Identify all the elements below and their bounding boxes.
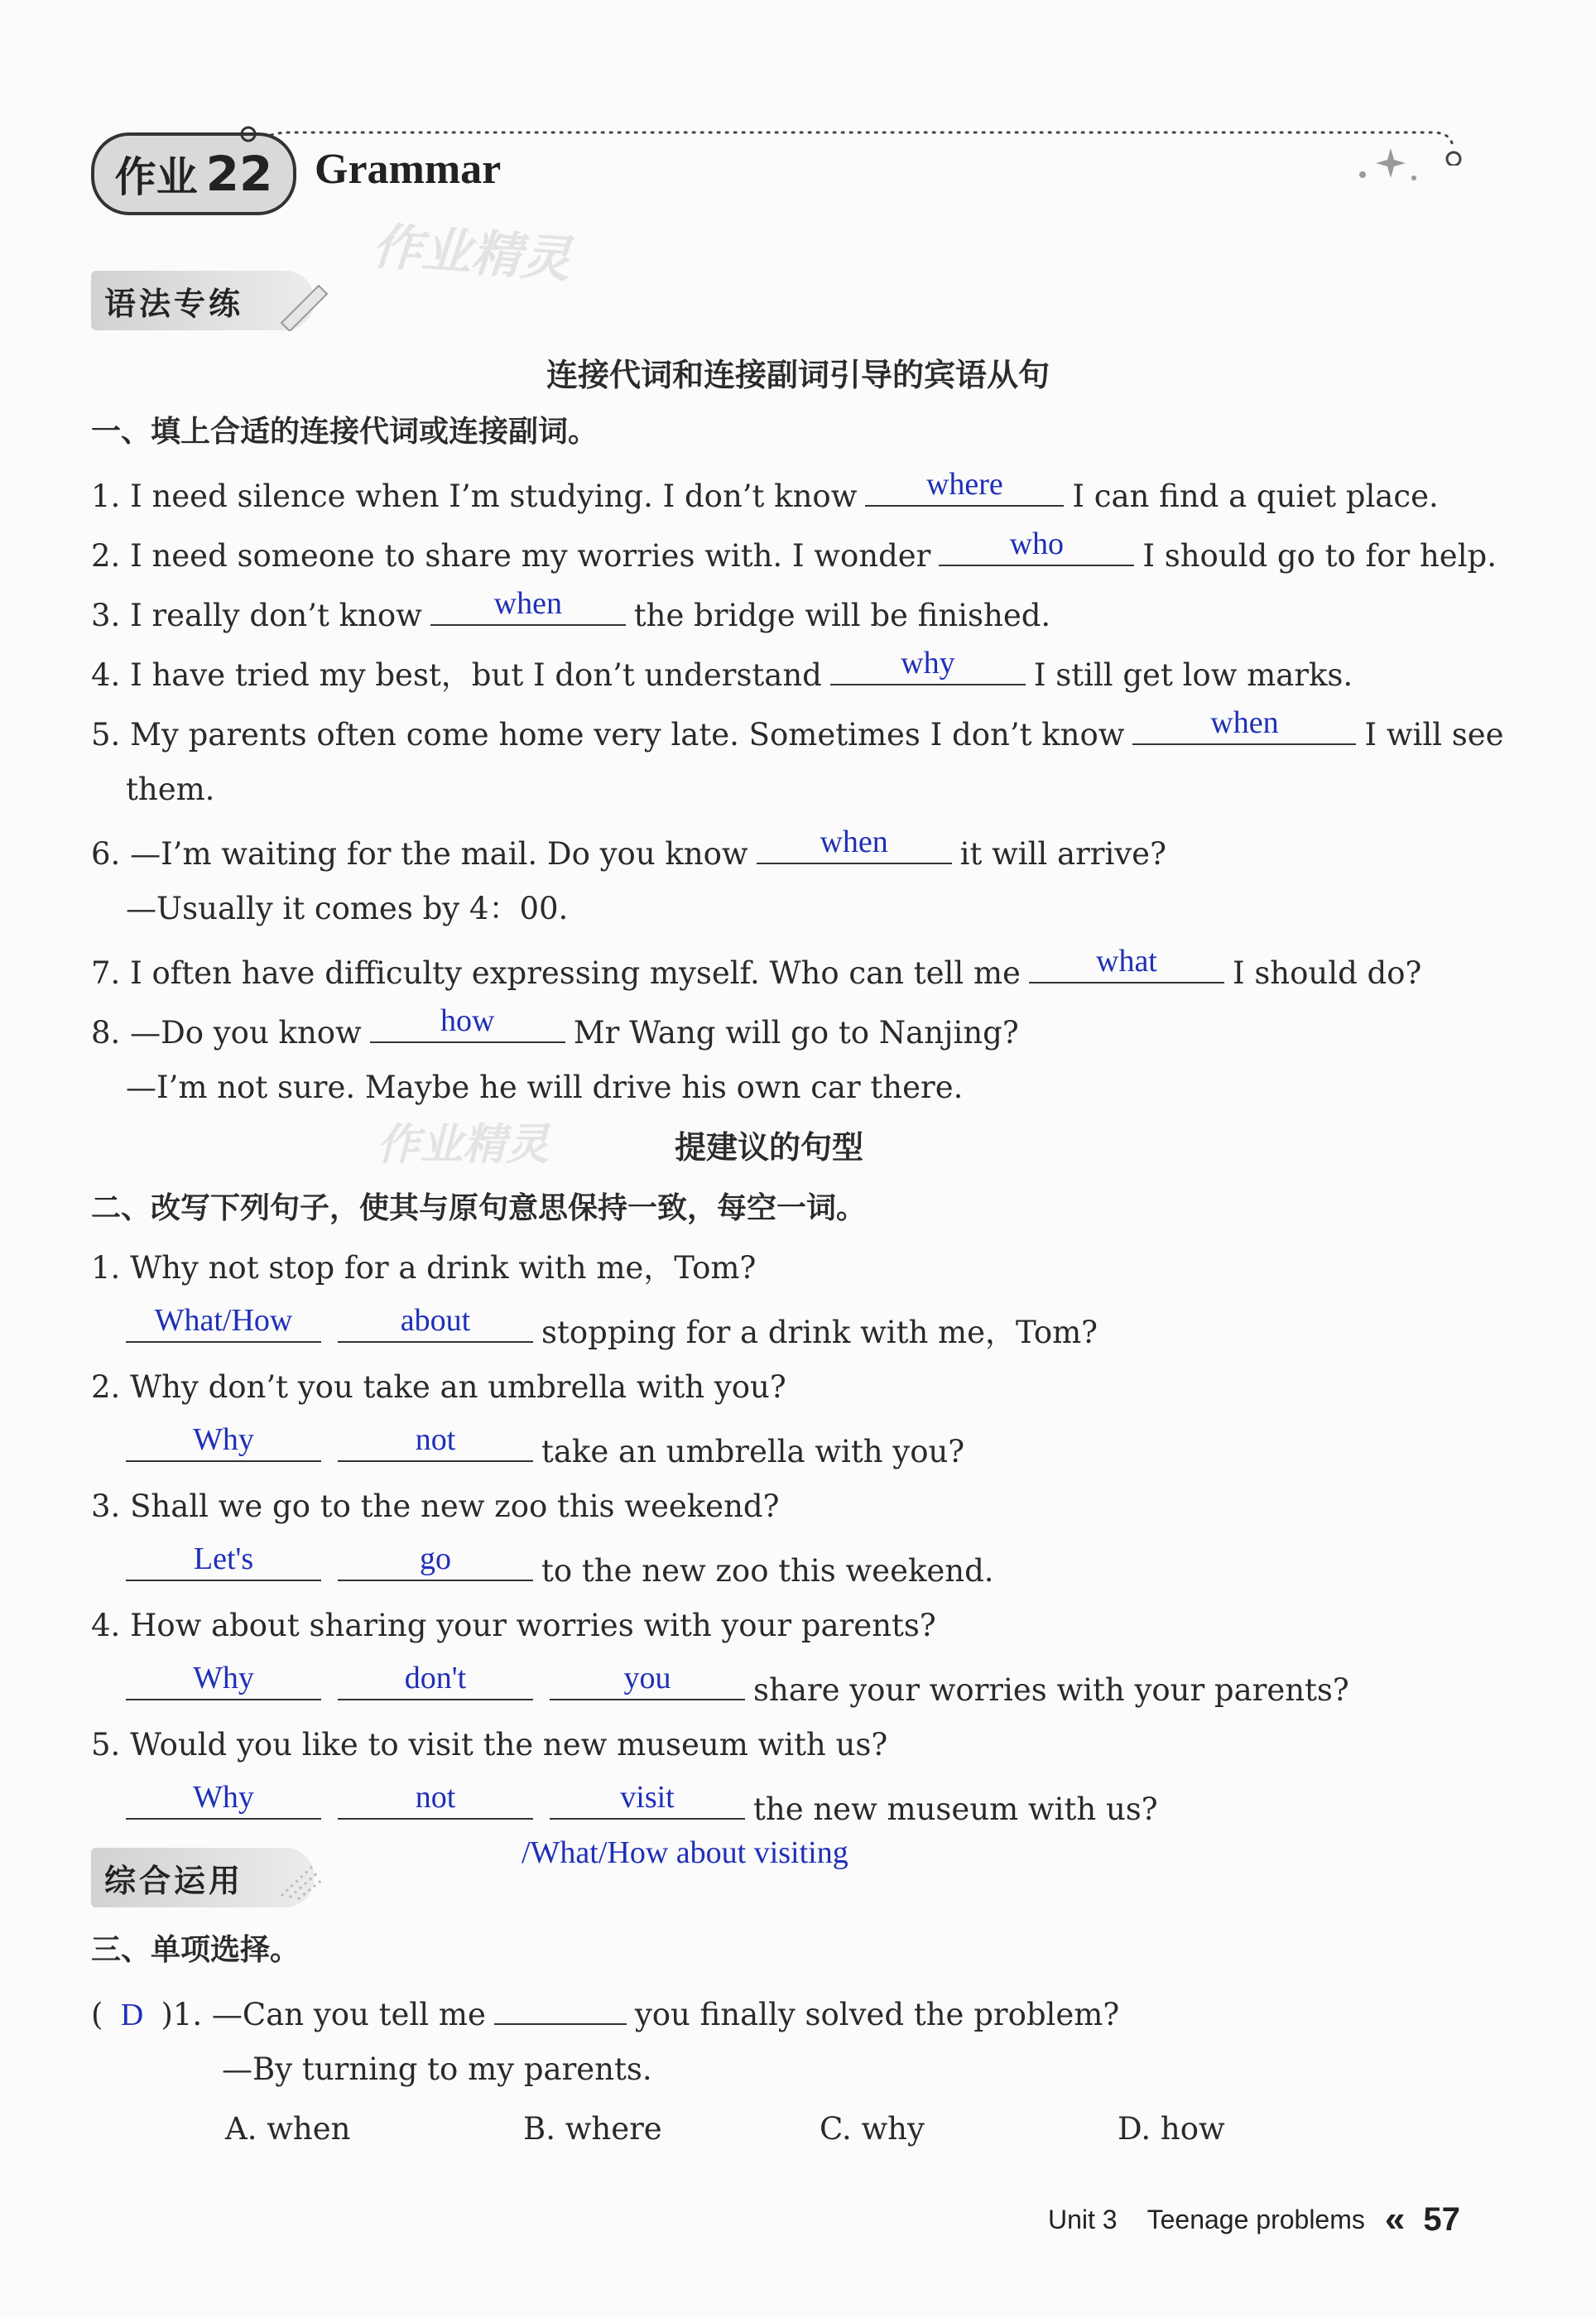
answer-text: where (925, 467, 1003, 502)
choice-answer[interactable]: D (120, 1998, 144, 2032)
part1-question-1: 1. I need silence when I’m studying. I don’t know where I can find a quiet place. (91, 467, 1439, 514)
sparkle-deco-icon (273, 1854, 331, 1904)
answer-blank[interactable] (939, 527, 1134, 566)
footer-unit: Unit 3 (1048, 2204, 1118, 2234)
answer-blank[interactable]: Let's (126, 1546, 321, 1581)
part1-instruction: 一、填上合适的连接代词或连接副词。 (91, 415, 598, 449)
part1-question-5: 5. My parents often come home very late. Sometimes I don’t know when I will see (91, 705, 1504, 753)
sparkle-icon (1358, 145, 1424, 186)
answer-blank[interactable]: not (338, 1785, 533, 1820)
part1-question-6-reply: —Usually it comes by 4：00. (126, 891, 569, 926)
part3-question-1: ( D )1. —Can you tell me you finally solved the problem? (91, 1990, 1119, 2035)
badge-number: 22 (205, 146, 273, 202)
part1-question-6: 6. —I’m waiting for the mail. Do you know when it will arrive? (91, 825, 1166, 872)
answer-blank[interactable] (865, 467, 1064, 507)
answer-blank[interactable]: Why (126, 1666, 321, 1700)
answer-blank[interactable] (830, 646, 1026, 685)
answer-blank[interactable]: you (550, 1666, 745, 1700)
answer-text: how (440, 1003, 495, 1038)
answer-blank[interactable] (1132, 705, 1356, 745)
part1-question-2: 2. I need someone to share my worries with. I wonder who I should go to for help. (91, 527, 1497, 574)
answer-blank[interactable] (430, 586, 626, 626)
answer-text: what (1096, 944, 1157, 979)
part2-question-3: 3. Shall we go to the new zoo this weekend? (91, 1488, 780, 1524)
part3-instruction: 三、单项选择。 (91, 1933, 300, 1967)
answer-blank[interactable] (494, 1990, 627, 2025)
page-title: Grammar (315, 146, 502, 193)
part2-answer-line-2: Why not take an umbrella with you? (118, 1427, 964, 1472)
badge-text: 作业 (114, 153, 198, 201)
answer-blank[interactable]: Why (126, 1427, 321, 1462)
part2-answer-line-4: Why don't you share your worries with your parents? (118, 1666, 1349, 1710)
answer-blank[interactable] (370, 1003, 565, 1043)
part2-subtitle: 提建议的句型 (675, 1129, 864, 1166)
answer-blank[interactable]: about (338, 1308, 533, 1343)
answer-blank[interactable]: go (338, 1546, 533, 1581)
answer-blank[interactable]: don't (338, 1666, 533, 1700)
option-a[interactable]: A. when (225, 2111, 351, 2147)
answer-blank[interactable]: What/How (126, 1308, 321, 1343)
header (0, 0, 1596, 290)
part2-question-1: 1. Why not stop for a drink with me，Tom? (91, 1250, 757, 1286)
part1-subtitle: 连接代词和连接副词引导的宾语从句 (546, 357, 1050, 393)
section-label-text: 语法专练 (104, 285, 244, 322)
answer-blank[interactable]: not (338, 1427, 533, 1462)
answer-blank[interactable]: Why (126, 1785, 321, 1820)
part2-question-4: 4. How about sharing your worries with your parents? (91, 1608, 936, 1643)
part2-alternative-answer: /What/How about visiting (522, 1835, 848, 1870)
part2-question-2: 2. Why don’t you take an umbrella with you? (91, 1369, 786, 1405)
watermark-logo-2: 作业精灵 (377, 1120, 550, 1170)
option-b[interactable]: B. where (523, 2111, 662, 2147)
page-footer (1048, 2199, 1460, 2240)
part1-question-8-reply: —I’m not sure. Maybe he will drive his own car there. (126, 1070, 964, 1105)
part2-question-5: 5. Would you like to visit the new museum with us? (91, 1727, 888, 1763)
section-label-text: 综合运用 (104, 1862, 244, 1899)
answer-text: who (1009, 527, 1065, 561)
option-d[interactable]: D. how (1118, 2111, 1225, 2147)
part1-question-3: 3. I really don’t know when the bridge will be finished. (91, 586, 1051, 633)
part1-question-7: 7. I often have difficulty expressing myself. Who can tell me what I should do? (91, 944, 1422, 991)
answer-blank[interactable]: visit (550, 1785, 745, 1820)
answer-text: when (1210, 705, 1279, 740)
option-c[interactable]: C. why (820, 2111, 925, 2147)
part1-question-5-continuation: them. (126, 772, 215, 807)
watermark-logo: 作业精灵 (370, 217, 573, 290)
answer-blank[interactable] (1029, 944, 1224, 983)
part1-question-4: 4. I have tried my best，but I don’t understand why I still get low marks. (91, 646, 1353, 693)
pencil-icon (273, 273, 331, 331)
homework-badge (91, 132, 296, 215)
part2-answer-line-3: Let's go to the new zoo this weekend. (118, 1546, 994, 1591)
answer-text: when (493, 586, 562, 621)
page-number: 57 (1423, 2200, 1460, 2238)
footer-topic: Teenage problems (1147, 2204, 1365, 2234)
double-chevron-left-icon: « (1384, 2199, 1406, 2239)
badge-hook (237, 123, 262, 147)
answer-blank[interactable] (757, 825, 952, 864)
answer-text: why (901, 646, 955, 680)
part1-question-8: 8. —Do you know how Mr Wang will go to Nanjing? (91, 1003, 1019, 1051)
part2-instruction: 二、改写下列句子，使其与原句意思保持一致，每空一词。 (91, 1191, 867, 1225)
answer-text: when (820, 825, 888, 859)
part2-answer-line-5: Why not visit the new museum with us? (118, 1785, 1158, 1830)
part3-question-1-reply: —By turning to my parents. (222, 2051, 652, 2087)
part2-answer-line-1: What/How about stopping for a drink with me，Tom? (118, 1308, 1098, 1353)
